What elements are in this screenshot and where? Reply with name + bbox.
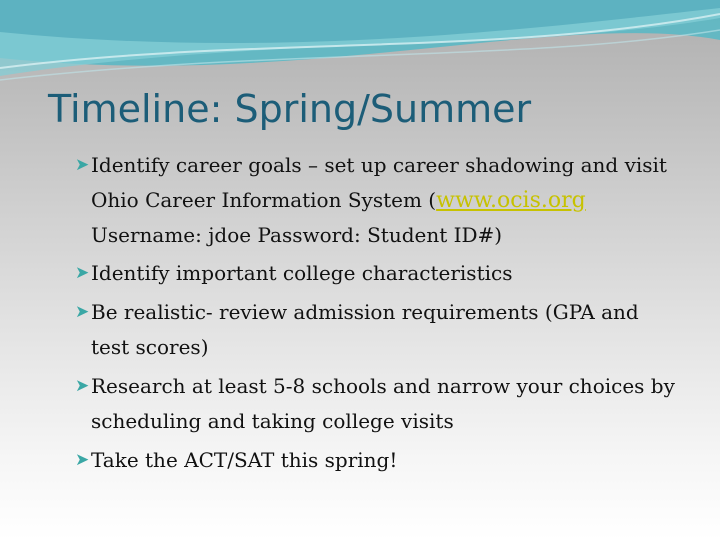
bullet-list bbox=[75, 148, 698, 482]
bullet-item-admission-requirements bbox=[75, 295, 698, 365]
bullet-text-credentials: Username: jdoe Password: Student ID#) bbox=[91, 223, 503, 247]
bullet-item-research-schools bbox=[75, 369, 698, 439]
bullet-text: Identify career goals – set up career shadowing and visit bbox=[91, 153, 667, 177]
arrow-right-icon: ➤ bbox=[75, 376, 90, 396]
bullet-text-continued: test scores) bbox=[91, 335, 209, 359]
arrow-right-icon: ➤ bbox=[75, 450, 90, 470]
bullet-text: Research at least 5-8 schools and narrow your choices by bbox=[91, 374, 675, 398]
bullet-text: Identify important college characteristics bbox=[91, 261, 513, 285]
arrow-right-icon: ➤ bbox=[75, 263, 90, 283]
arrow-right-icon: ➤ bbox=[75, 155, 90, 175]
ocis-link[interactable]: www.ocis.org bbox=[436, 188, 586, 213]
bullet-item-college-characteristics bbox=[75, 256, 698, 291]
bullet-text-continued: Ohio Career Information System ( bbox=[91, 188, 437, 212]
slide-title: Timeline: Spring/Summer bbox=[48, 87, 532, 131]
bullet-text-continued: scheduling and taking college visits bbox=[91, 409, 454, 433]
bullet-text: Take the ACT/SAT this spring! bbox=[91, 448, 398, 472]
bullet-item-act-sat bbox=[75, 443, 698, 478]
arrow-right-icon: ➤ bbox=[75, 302, 90, 322]
bullet-item-career-goals bbox=[75, 148, 698, 253]
bullet-text: Be realistic- review admission requirements (GPA and bbox=[91, 300, 639, 324]
